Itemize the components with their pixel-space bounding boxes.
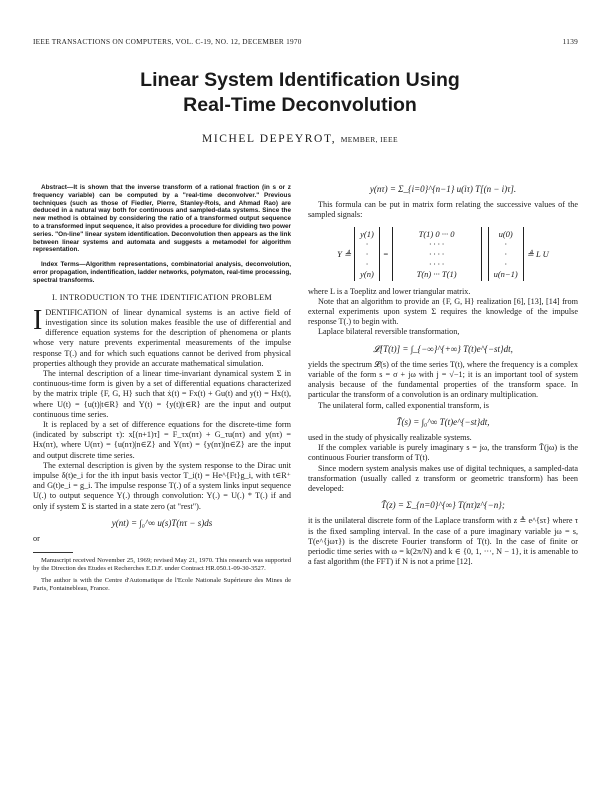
- intro-text: DENTIFICATION of linear dynamical systems is an active field of investigation since its solution makes feasible the use of differential and difference equation systems for the description of phenomena or plants whose very nature prevents experimental measurements of the impulse response T(.) and for which such equations cannot be derived from physical properties although they provide an accurate mathematical simulation.: [33, 307, 291, 368]
- matrix-rhs: ≜ L U: [526, 248, 549, 259]
- right-column: [308, 184, 578, 567]
- page-number: 1139: [562, 37, 578, 46]
- paper-title: [0, 68, 600, 118]
- discrete-convolution-equation: y(nτ) = Σ_{i=0}^{n−1} u(iτ) T[(n − i)τ].: [369, 184, 517, 194]
- unilateral-intro: The unilateral form, called exponential transform, is: [318, 400, 489, 410]
- discrete-form-paragraph: It is replaced by a set of difference equations for the discrete-time form (indicated by subscript τ): x[(n+1)τ] = F_τx(nτ) + G_τu(nτ) and y(nτ) = Hx(nτ), where U(nτ) = {u(nτ)|n∈Z} and Y(nτ) = {y(nτ)|n∈Z} are the input and output discrete time series.: [33, 420, 291, 460]
- drop-cap: I: [33, 304, 43, 336]
- affiliation-footnote: The author is with the Centre d'Automatique de l'Ecole Nationale Supérieure des Mines de Paris, Fontainebleau, France.: [33, 577, 291, 593]
- discrete-laplace-paragraph: it is the unilateral discrete form of the Laplace transform with z ≜ e^{sτ} where τ is the fixed sampling interval. In the case of a pure imaginary variable jω = s, T(e^{jωτ}) is the discrete Fourier transform of T(t). In the case of finite or periodic time series with ω = k(2π/N) and k ∈ {0, 1, ···, N − 1}, it is amenable to a fast algorithm (the FFT) if N is not a prime [12].: [308, 516, 578, 567]
- intro-paragraph: [33, 304, 291, 369]
- manuscript-footnote: Manuscript received November 25, 1969; revised May 21, 1970. This research was supported by the Direction des Etudes et Recherches E.D.F. under Contract HR.050.1-09-30-3527.: [33, 557, 291, 573]
- output-vector: y(1) · · · y(n): [354, 227, 380, 281]
- input-vector: u(0) · · · u(n−1): [488, 227, 524, 281]
- matrix-form-paragraph: This formula can be put in matrix form relating the successive values of the sampled signals:: [308, 200, 578, 220]
- author-name: MICHEL DEPEYROT,: [202, 133, 337, 145]
- index-terms: Index Terms—Algorithm representations, combinatorial analysis, deconvolution, error propagation, indentification, ladder networks, polymaton, real-time processing, spectral transforms.: [33, 261, 291, 284]
- fourier-paragraph: If the complex variable is purely imaginary s = jω, the transform T̃(jω) is the continuous Fourier transform of T(t).: [308, 443, 578, 463]
- laplace-intro: Laplace bilateral reversible transformation,: [318, 327, 460, 337]
- toeplitz-note: where L is a Toeplitz and lower triangular matrix.: [308, 286, 471, 296]
- running-header: [33, 37, 578, 47]
- title-line-1: Linear System Identification Using: [140, 69, 460, 91]
- spectrum-paragraph: yields the spectrum 𝓛(s) of the time series T(t), where the frequency is a complex variable of the form s = σ + jω with j = √−1; it is an important tool of system analysis because of the fundamental properties of the transform space. In particular the transform of a convolution is an ordinary multiplication.: [308, 359, 578, 400]
- realization-paragraph: Note that an algorithm to provide an {F, G, H} realization [6], [13], [14] from external experiments upon system Σ requires the knowledge of the impulse response T(.) to begin with.: [308, 296, 578, 327]
- exponential-transform-equation: T̃(s) = ∫₀^∞ T(t)e^{−st}dt,: [396, 416, 490, 427]
- author-line: [0, 133, 600, 145]
- convolution-equation: y(nt) = ∫₀^∞ u(s)T(nτ − s)ds: [111, 517, 213, 528]
- laplace-equation: 𝓛[T(t)] = ∫_{−∞}^{+∞} T(t)e^{−st}dt,: [373, 343, 513, 354]
- realizable-note: used in the study of physically realizable systems.: [308, 433, 472, 443]
- author-membership: MEMBER, IEEE: [340, 135, 398, 144]
- internal-description-paragraph: The internal description of a linear time-invariant dynamical system Σ in continuous-time form is given by a set of differential equations characterized by the matrix triple {F, G, H} such that ẋ(t) = Fx(t) + Gu(t) and y(t) = Hx(t), where U(t) = {u(t)|t∈R} and Y(t) = {y(t)|t∈R} are the input and output continuous time series.: [33, 368, 291, 419]
- matrix-lhs: Y ≜: [337, 248, 352, 259]
- toeplitz-matrix-equation: Y ≜ y(1) · · · y(n) = T(1) 0 ··· 0 · · · · · · · · · · · · T(n) ··· T(1) u(0) · · · u(n−1) ≜ L U: [337, 228, 549, 279]
- footnote-rule: [33, 552, 73, 553]
- left-column: [33, 184, 291, 593]
- journal-header: IEEE TRANSACTIONS ON COMPUTERS, VOL. C-19, NO. 12, DECEMBER 1970: [33, 37, 302, 46]
- digital-techniques-paragraph: Since modern system analysis makes use of digital techniques, a sampled-data transformation (usually called z transform or geometric transform) has been developed:: [308, 463, 578, 494]
- toeplitz-matrix: T(1) 0 ··· 0 · · · · · · · · · · · · T(n) ··· T(1): [392, 227, 482, 281]
- z-transform-equation: T̃(z) = Σ_{n=0}^{∞} T(nτ)z^{−n};: [381, 500, 505, 511]
- external-description-paragraph: The external description is given by the system response to the Dirac unit impulse δ(t)e_i for the ith input basis vector T_i(t) = He^{Ft}g_i, with t∈R⁺ and G(t)e_i = g_i. The impulse response T(.) of a system links input sequence U(.) to output sequence Y(.) through convolution: Y(.) = U(.) * T(.) if and only if system Σ is started in a state zero (at "rest").: [33, 460, 291, 511]
- title-line-2: Real-Time Deconvolution: [183, 94, 417, 116]
- section-heading: I. INTRODUCTION TO THE IDENTIFICATION PROBLEM: [52, 292, 272, 302]
- abstract: Abstract—It is shown that the inverse transform of a rational fraction (in s or z frequency variable) can be computed by a "real-time deconvolver." Previous techniques (such as those of Fiedler, Pierre, Stanley-Rols, and Ahmad Rao) are deduced in a natural way both for continuous and sampled-data systems. Since the new method is obtained by considering the ratio of a transformed output sequence to a transformed input sequence, it also provides a procedure for dividing two power series. "On-line" linear system identification. Deconvolution then appears as the link between linear systems and automata and suggests a metamodel for algorithm representation.: [33, 184, 291, 254]
- or-word: or: [33, 534, 40, 544]
